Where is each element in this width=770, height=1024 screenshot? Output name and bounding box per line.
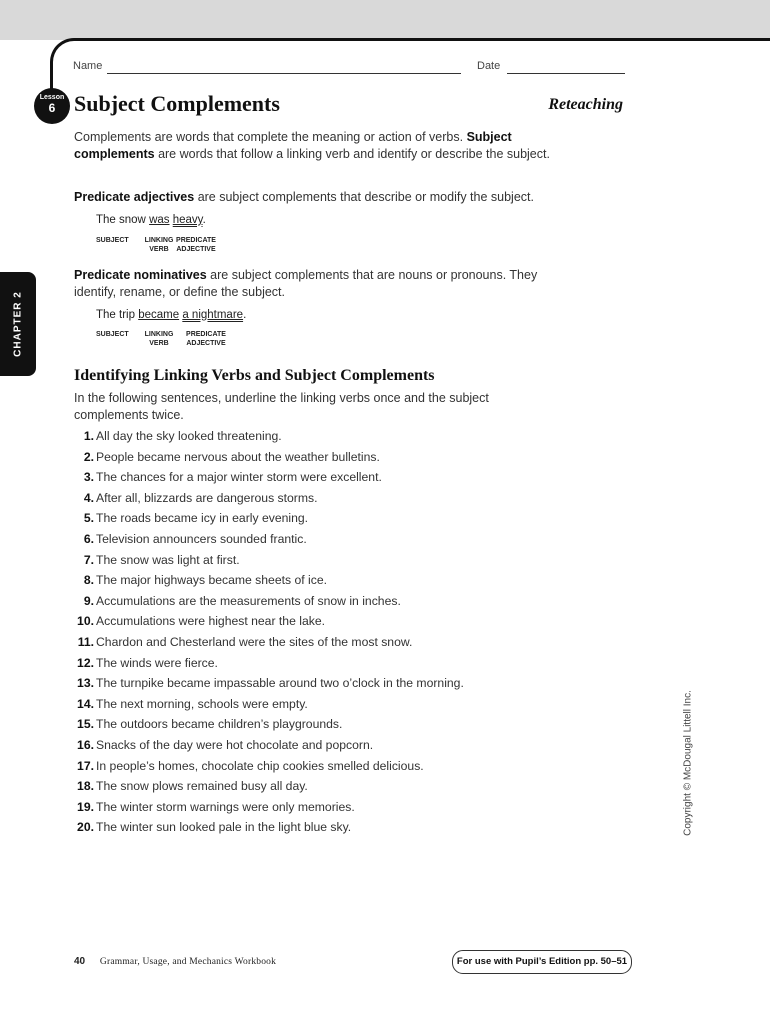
item-sentence[interactable]: The snow plows remained busy all day. — [96, 779, 308, 794]
item-sentence[interactable]: The turnpike became impassable around two o’clock in the morning. — [96, 676, 464, 691]
exercise-item[interactable] — [74, 490, 594, 511]
exercise-item[interactable] — [74, 572, 594, 593]
tag-verb: VERB — [149, 340, 169, 347]
lesson-number: 6 — [48, 101, 56, 115]
example-subject: The trip — [96, 309, 135, 321]
item-number: 9. — [83, 593, 94, 608]
item-sentence[interactable]: Television announcers sounded frantic. — [96, 531, 307, 546]
item-number: 4. — [83, 490, 94, 505]
exercise-item[interactable] — [74, 449, 594, 470]
intro-paragraph — [74, 129, 564, 162]
tag-subject: SUBJECT — [96, 331, 129, 338]
item-number: 10. — [77, 614, 94, 629]
top-gray-bar — [0, 0, 770, 40]
exercise-item[interactable] — [74, 716, 594, 737]
item-number: 11. — [77, 634, 94, 649]
item-sentence[interactable]: People became nervous about the weather bulletins. — [96, 449, 380, 464]
predicate-adjectives-definition — [74, 189, 564, 206]
example-complement: a nightmare — [182, 309, 244, 321]
exercise-item[interactable] — [74, 531, 594, 552]
item-sentence[interactable]: The chances for a major winter storm were excellent. — [96, 470, 382, 485]
exercise-item[interactable] — [74, 819, 594, 840]
pupil-edition-reference: For use with Pupil’s Edition pp. 50–51 — [452, 950, 632, 974]
example-period: . — [202, 214, 206, 226]
exercise-item[interactable] — [74, 655, 594, 676]
example-verb: became — [138, 309, 180, 321]
item-sentence[interactable]: In people’s homes, chocolate chip cookies smelled delicious. — [96, 758, 424, 773]
copyright-notice: Copyright © McDougal Littell Inc. — [682, 690, 694, 836]
exercise-item[interactable] — [74, 634, 594, 655]
item-number: 17. — [77, 758, 94, 773]
pred-adj-example — [96, 214, 206, 226]
item-sentence[interactable]: The major highways became sheets of ice. — [96, 573, 327, 588]
tag-predicate-adjective — [182, 330, 230, 348]
item-number: 2. — [83, 449, 94, 464]
item-sentence[interactable]: Chardon and Chesterland were the sites of the most snow. — [96, 634, 413, 649]
exercise-item[interactable] — [74, 510, 594, 531]
item-number: 3. — [83, 470, 94, 485]
tag-predicate: PREDICATE — [186, 331, 226, 338]
item-sentence[interactable]: The winter storm warnings were only memories. — [96, 799, 355, 814]
exercise-item[interactable] — [74, 613, 594, 634]
item-number: 1. — [83, 429, 94, 443]
item-number: 18. — [77, 779, 94, 794]
tag-adjective: ADJECTIVE — [176, 246, 216, 253]
exercise-item[interactable] — [74, 696, 594, 717]
item-number: 6. — [83, 531, 94, 546]
item-number: 16. — [77, 737, 94, 752]
exercise-item[interactable] — [74, 758, 594, 779]
pred-adj-term: Predicate adjectives — [74, 190, 195, 204]
exercise-item[interactable] — [74, 428, 594, 449]
chapter-tab-label: CHAPTER 2 — [12, 291, 24, 357]
tag-linking-verb — [142, 236, 176, 254]
item-number: 12. — [77, 655, 94, 670]
page-title: Subject Complements — [74, 91, 280, 116]
lesson-badge — [34, 88, 70, 124]
item-sentence[interactable]: The winds were fierce. — [96, 655, 218, 670]
item-sentence[interactable]: The outdoors became children’s playgrounds. — [96, 717, 343, 732]
page-number: 40 — [74, 956, 86, 967]
item-sentence[interactable]: All day the sky looked threatening. — [96, 429, 282, 443]
exercise-item[interactable] — [74, 737, 594, 758]
exercise-item[interactable] — [74, 552, 594, 573]
predicate-nominatives-definition — [74, 267, 564, 300]
tag-subject: SUBJECT — [96, 237, 129, 244]
item-sentence[interactable]: Accumulations were highest near the lake. — [96, 614, 325, 629]
item-number: 8. — [83, 573, 94, 588]
tag-adjective: ADJECTIVE — [186, 340, 226, 347]
item-number: 19. — [77, 799, 94, 814]
pred-nom-text: are subject complements that are nouns or pronouns. They identify, rename, or define the subject. — [74, 268, 538, 299]
item-number: 15. — [77, 717, 94, 732]
intro-text-1: Complements are words that complete the meaning or action of verbs. — [74, 130, 467, 144]
tag-linking: LINKING — [144, 237, 174, 244]
intro-text-2: are words that follow a linking verb and identify or describe the subject. — [154, 146, 550, 161]
tag-linking: LINKING — [144, 331, 174, 338]
intro-bold: Subject complements — [74, 130, 512, 161]
item-number: 20. — [77, 820, 94, 835]
example-period: . — [243, 309, 247, 321]
workbook-title: Grammar, Usage, and Mechanics Workbook — [99, 957, 277, 967]
exercise-item[interactable] — [74, 593, 594, 614]
tag-verb: VERB — [149, 246, 169, 253]
item-sentence[interactable]: The winter sun looked pale in the light blue sky. — [96, 820, 352, 835]
item-number: 5. — [83, 511, 94, 526]
exercise-item[interactable] — [74, 799, 594, 820]
item-sentence[interactable]: Accumulations are the measurements of snow in inches. — [96, 593, 401, 608]
example-subject: The snow — [96, 214, 146, 226]
pred-nom-example — [96, 309, 246, 321]
chapter-tab — [0, 272, 36, 376]
tag-predicate-adjective — [172, 236, 220, 254]
item-number: 13. — [77, 676, 94, 691]
item-sentence[interactable]: The next morning, schools were empty. — [96, 696, 308, 711]
tag-linking-verb — [142, 330, 176, 348]
example-complement: heavy — [172, 214, 203, 226]
date-line[interactable] — [507, 73, 625, 74]
exercise-instructions: In the following sentences, underline the linking verbs once and the subject complements twice. — [74, 391, 489, 422]
section-title: Identifying Linking Verbs and Subject Complements — [74, 367, 435, 384]
footer-workbook — [74, 956, 276, 967]
exercise-item[interactable] — [74, 469, 594, 490]
tag-predicate: PREDICATE — [176, 237, 216, 244]
item-number: 7. — [83, 552, 94, 567]
item-sentence[interactable]: Snacks of the day were hot chocolate and popcorn. — [96, 737, 374, 752]
lesson-label: Lesson — [39, 94, 65, 101]
pred-adj-text: are subject complements that describe or modify the subject. — [194, 190, 534, 204]
exercise-list — [74, 428, 594, 840]
exercise-item[interactable] — [74, 778, 594, 799]
item-sentence[interactable]: The roads became icy in early evening. — [96, 511, 309, 526]
name-line[interactable] — [107, 73, 461, 74]
date-label: Date — [477, 60, 501, 72]
pred-nom-term: Predicate nominatives — [74, 268, 207, 282]
example-verb: was — [149, 214, 170, 226]
name-label: Name — [73, 60, 103, 72]
item-number: 14. — [77, 696, 94, 711]
reteaching-tag: Reteaching — [548, 96, 623, 113]
item-sentence[interactable]: The snow was light at first. — [96, 552, 240, 567]
item-sentence[interactable]: After all, blizzards are dangerous storms. — [96, 490, 318, 505]
exercise-item[interactable] — [74, 675, 594, 696]
